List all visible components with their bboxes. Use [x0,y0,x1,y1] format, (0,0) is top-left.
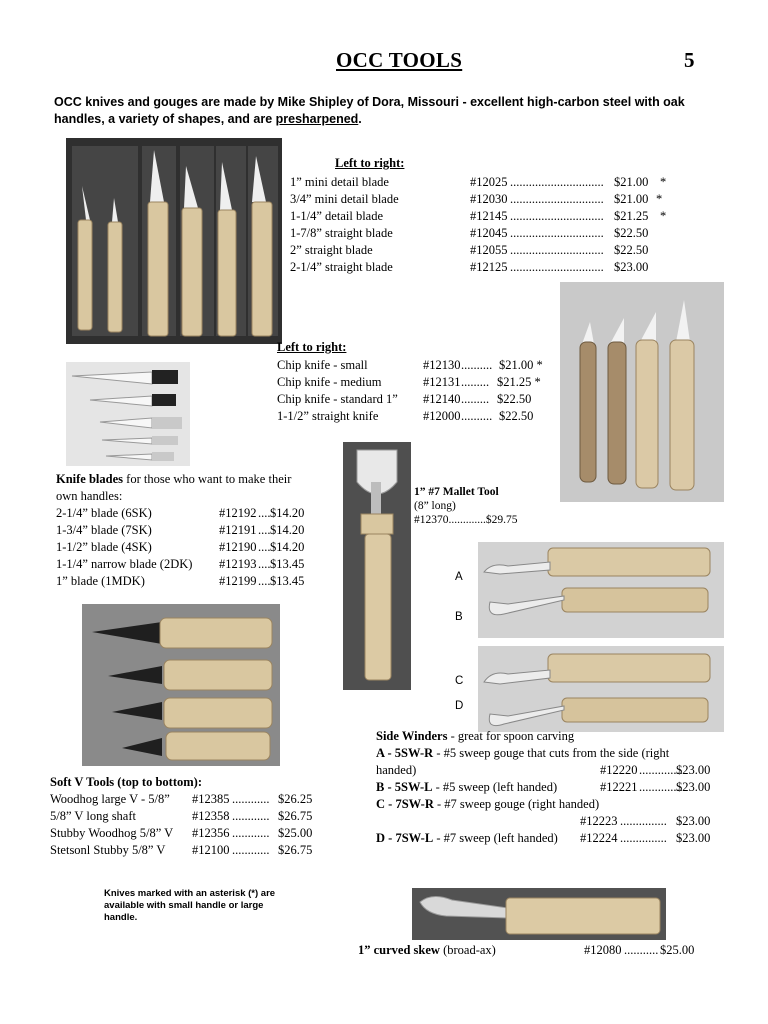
list-item [50,808,340,825]
list-item [56,522,346,539]
item-dots: .............................. [510,260,604,274]
item-mark: * [656,192,663,206]
item-sku: #12130 [423,358,461,372]
mallet-tool-price: $29.75 [485,514,518,526]
item-price: $23.00 [676,780,711,794]
item-sku: #12025 [470,175,508,189]
blades-heading-text: own handles: [56,489,123,503]
photo-knife-blades [66,362,190,466]
item-sku: #12145 [470,209,508,223]
intro-paragraph [54,94,724,128]
item-name: 1-1/2” blade (4SK) [56,540,152,554]
item-mark: * [660,209,667,223]
item-name: 2” straight blade [290,243,373,257]
item-name: 5/8” V long shaft [50,809,136,823]
item-price: $14.20 [270,523,305,537]
knives-heading: Left to right: [335,156,405,170]
item-dots: ............ [232,826,270,840]
item-dots: .............................. [510,192,604,206]
item-name: 1-7/8” straight blade [290,226,393,240]
list-item [50,791,340,808]
item-dots: .... [258,574,271,588]
list-item [277,374,557,391]
chip-list [277,357,557,425]
item-name: 3/4” mini detail blade [290,192,399,206]
item-mark: * [660,175,667,189]
item-name: 1-3/4” blade (7SK) [56,523,152,537]
item-dots: .............................. [510,243,604,257]
item-sku: #12045 [470,226,508,240]
list-item [56,505,346,522]
item-dots: .... [258,540,271,554]
blades-section [56,471,346,590]
item-dots: .............. [639,780,683,794]
soft-v-heading [50,774,340,791]
item-sku: #12140 [423,392,461,406]
list-item [290,225,690,242]
note-line: available with small handle or large [104,900,264,911]
item-name: 1-1/4” detail blade [290,209,384,223]
photo-label-b: B [455,611,463,623]
mallet-tool-dots: ............. [448,514,486,526]
mallet-tool-name: 1” #7 Mallet Tool [414,486,499,498]
photo-knives-tray [66,138,282,344]
item-code: C - 7SW-R [376,797,434,811]
item-price: $26.75 [278,809,313,823]
item-desc: - #5 sweep (left handed) [432,780,558,794]
soft-v-heading-text: Soft V Tools (top to bottom): [50,775,202,789]
soft-v-section [50,774,340,859]
item-dots: .... [258,523,271,537]
item-dots: .......... [461,358,493,372]
list-item [56,539,346,556]
curved-skew-name: 1” curved skew [358,943,440,957]
list-item [290,191,690,208]
item-sku: #12125 [470,260,508,274]
item-sku: #12199 [219,574,257,588]
side-winders-heading [376,728,736,745]
item-sku: #12223 [580,814,618,828]
item-name: Chip knife - medium [277,375,382,389]
item-dots: .............................. [510,226,604,240]
item-dots: ............ [232,843,270,857]
photo-label-a: A [455,571,463,583]
list-item [376,830,736,847]
item-cont: handed) [376,763,417,777]
photo-label-c: C [455,675,464,687]
item-price: $23.00 [614,260,649,274]
item-price: $14.20 [270,540,305,554]
item-name: Stetsonl Stubby 5/8” V [50,843,166,857]
item-price: $22.50 [614,226,649,240]
item-name: Chip knife - standard 1” [277,392,398,406]
list-item [376,762,736,779]
photo-mallet-tool [343,442,411,690]
asterisk-note [104,888,324,924]
item-sku: #12221 [600,780,638,794]
photo-chip-knives [560,282,724,502]
chip-heading: Left to right: [277,340,347,354]
photo-soft-v-tools [82,604,280,766]
list-item [290,208,690,225]
item-sku: #12191 [219,523,257,537]
item-sku: #12190 [219,540,257,554]
item-price: $13.45 [270,557,305,571]
item-name: Woodhog large V - 5/8” [50,792,170,806]
item-dots: ............... [620,831,667,845]
item-price: $23.00 [676,814,711,828]
photo-side-winders-cd [478,646,724,732]
item-sku: #12030 [470,192,508,206]
item-name: 1” blade (1MDK) [56,574,145,588]
item-sku: #12385 [192,792,230,806]
item-price: $21.25 [614,209,649,223]
item-dots: .............. [639,763,683,777]
item-price: $21.00 [614,175,649,189]
item-dots: .... [258,506,271,520]
list-item [277,408,557,425]
item-name: Chip knife - small [277,358,368,372]
item-price: $23.00 [676,763,711,777]
item-name: Stubby Woodhog 5/8” V [50,826,174,840]
list-item [50,842,340,859]
item-price: $22.50 [614,243,649,257]
item-dots: ......... [461,392,490,406]
list-item [277,391,557,408]
mallet-tool-info [414,485,518,527]
item-dots: .............................. [510,175,604,189]
mallet-tool-sku: #12370 [414,514,449,526]
item-dots: ......... [461,375,490,389]
page-title: OCC TOOLS [336,48,463,72]
item-code: D - 7SW-L [376,831,434,845]
photo-side-winders-ab [478,542,724,638]
item-name: 1” mini detail blade [290,175,389,189]
intro-text: OCC knives and gouges are made by Mike Shipley of Dora, Missouri - excellent high-carbon steel with oak handles, a variety of shapes, and are [54,95,685,126]
item-sku: #12131 [423,375,461,389]
item-dots: .......... [461,409,493,423]
item-price: $21.25 * [497,375,541,389]
side-winders-heading-rest: - great for spoon carving [447,729,575,743]
item-sku: #12000 [423,409,461,423]
item-dots: ............ [232,809,270,823]
mallet-tool-length: (8” long) [414,500,456,512]
item-price: $21.00 [614,192,649,206]
item-sku: #12358 [192,809,230,823]
photo-curved-skew [412,888,666,940]
item-sku: #12100 [192,843,230,857]
knives-list [290,174,690,276]
item-dots: .............................. [510,209,604,223]
item-sku: #12356 [192,826,230,840]
item-dots: ............ [232,792,270,806]
item-desc: - #7 sweep gouge (right handed) [433,797,600,811]
item-name: 2-1/4” blade (6SK) [56,506,152,520]
item-desc: - #5 sweep gouge that cuts from the side (right [433,746,670,760]
blades-heading-rest: for those who want to make their [123,472,292,486]
list-item [376,796,736,813]
list-item [376,779,736,796]
item-price: $25.00 [278,826,313,840]
item-price: $26.75 [278,843,313,857]
curved-skew-sku: #12080 [584,943,622,957]
list-item [56,573,346,590]
item-sku: #12224 [580,831,618,845]
item-price: $23.00 [676,831,711,845]
list-item [290,174,690,191]
item-name: 1-1/4” narrow blade (2DK) [56,557,193,571]
item-price: $26.25 [278,792,313,806]
photo-label-d: D [455,700,464,712]
item-dots: .... [258,557,271,571]
intro-underlined: presharpened [275,112,359,126]
item-name: 1-1/2” straight knife [277,409,379,423]
list-item [277,357,557,374]
item-dots: ............... [620,814,667,828]
item-price: $14.20 [270,506,305,520]
item-price: $13.45 [270,574,305,588]
item-price: $22.50 [497,392,532,406]
curved-skew-desc: (broad-ax) [439,943,496,957]
side-winders-section [376,728,736,847]
curved-skew-price: $25.00 [660,943,695,957]
blades-heading-bold: Knife blades [56,472,124,486]
page-number: 5 [684,48,695,72]
intro-text-end: . [358,112,362,126]
item-sku: #12192 [219,506,257,520]
list-item [50,825,340,842]
item-code: B - 5SW-L [376,780,433,794]
list-item [290,242,690,259]
item-price: $22.50 [499,409,534,423]
item-name: 2-1/4” straight blade [290,260,393,274]
item-code: A - 5SW-R [376,746,434,760]
list-item [56,556,346,573]
list-item [376,813,736,830]
blades-heading [56,471,346,488]
item-sku: #12193 [219,557,257,571]
item-desc: - #7 sweep (left handed) [433,831,558,845]
curved-skew-line [358,942,738,959]
item-sku: #12220 [600,763,638,777]
item-price: $21.00 * [499,358,543,372]
mallet-tool-price-line [414,513,518,527]
note-line: Knives marked with an asterisk (*) are [104,888,276,899]
note-line: handle. [104,912,138,923]
side-winders-heading-bold: Side Winders [376,729,448,743]
curved-skew-dots: ........... [624,943,659,957]
blades-heading-line2 [56,488,346,505]
list-item [290,259,690,276]
item-sku: #12055 [470,243,508,257]
list-item [376,745,736,762]
